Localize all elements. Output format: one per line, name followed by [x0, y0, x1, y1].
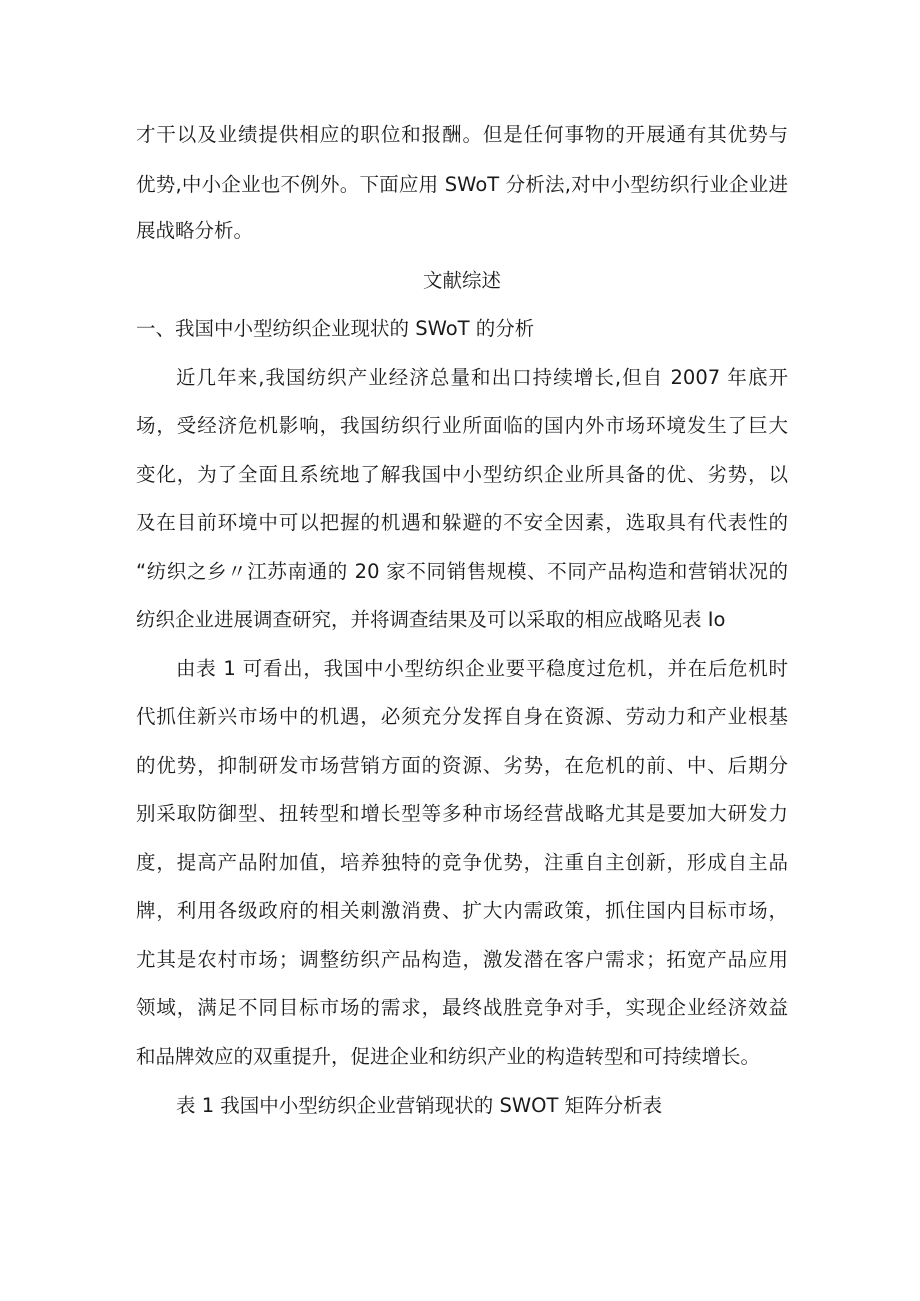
paragraph-2-line-4: 别采取防御型、扭转型和增长型等多种市场经营战略尤其是要加大研发力: [136, 802, 788, 825]
intro-line-3: 展战略分析。: [136, 219, 254, 242]
subsection-title: 一、我国中小型纺织企业现状的 SWoT 的分析: [136, 317, 535, 340]
paragraph-1-line-5: “纺织之乡〃江苏南通的 20 家不同销售规模、不同产品构造和营销状况的: [136, 560, 788, 583]
paragraph-1-line-3: 变化，为了全面且系统地了解我国中小型纺织企业所具备的优、劣势，以: [136, 463, 788, 486]
paragraph-2-line-1: 由表 1 可看出，我国中小型纺织企业要平稳度过危机，并在后危机时: [176, 657, 788, 680]
paragraph-2-line-2: 代抓住新兴市场中的机遇，必须充分发挥自身在资源、劳动力和产业根基: [136, 705, 788, 728]
paragraph-2-line-9: 和品牌效应的双重提升，促进企业和纺织产业的构造转型和可持续增长。: [136, 1045, 761, 1068]
section-title: 文献综述: [422, 269, 501, 292]
paragraph-1-line-6: 纺织企业进展调查研究，并将调查结果及可以采取的相应战略见表 Io: [136, 608, 726, 631]
intro-line-2: 优势,中小企业也不例外。下面应用 SWoT 分析法,对中小型纺织行业企业进: [136, 173, 788, 196]
paragraph-2-line-7: 尤其是农村市场；调整纺织产品构造，激发潜在客户需求；拓宽产品应用: [136, 948, 788, 971]
paragraph-2-line-8: 领域，满足不同目标市场的需求，最终战胜竞争对手，实现企业经济效益: [136, 996, 788, 1019]
paragraph-1-line-2: 场，受经济危机影响，我国纺织行业所面临的国内外市场环境发生了巨大: [136, 414, 788, 437]
paragraph-2-line-6: 牌，利用各级政府的相关刺激消费、扩大内需政策，抓住国内目标市场，: [136, 899, 788, 922]
paragraph-1-line-1: 近几年来,我国纺织产业经济总量和出口持续增长,但自 2007 年底开: [176, 366, 788, 389]
paragraph-2-line-3: 的优势，抑制研发市场营销方面的资源、劣势，在危机的前、中、后期分: [136, 754, 788, 777]
paragraph-2-line-5: 度，提高产品附加值，培养独特的竞争优势，注重自主创新，形成自主品: [136, 851, 788, 874]
paragraph-1-line-4: 及在目前环境中可以把握的机遇和躲避的不安全因素，选取具有代表性的: [136, 511, 788, 534]
table-caption: 表 1 我国中小型纺织企业营销现状的 SWOT 矩阵分析表: [176, 1094, 663, 1117]
intro-line-1: 才干以及业绩提供相应的职位和报酬。但是任何事物的开展通有其优势与: [136, 123, 788, 146]
